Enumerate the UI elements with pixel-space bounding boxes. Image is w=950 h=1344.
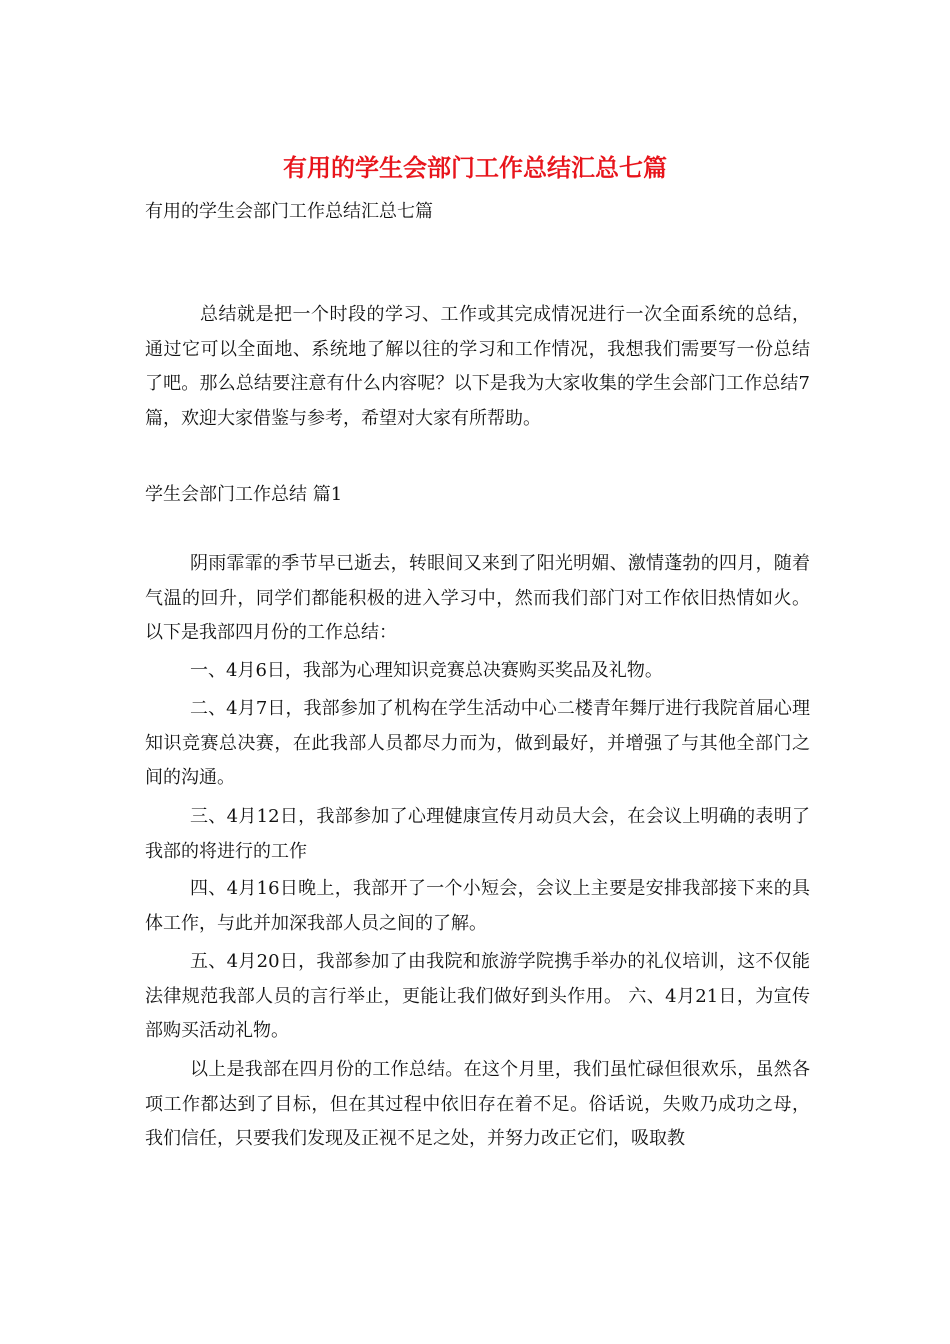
document-subtitle: 有用的学生会部门工作总结汇总七篇 — [145, 201, 433, 222]
body-paragraph-1: 阴雨霏霏的季节早已逝去，转眼间又来到了阳光明媚、激情蓬勃的四月，随着气温的回升，同学们都能积极的进入学习中，然而我们部门对工作依旧热情如火。以下是我部四月份的工作总结： — [145, 553, 810, 643]
intro-paragraph: 总结就是把一个时段的学习、工作或其完成情况进行一次全面系统的总结，通过它可以全面地、系统地了解以往的学习和工作情况，我想我们需要写一份总结了吧。那么总结要注意有什么内容呢？以下是我为大家收集的学生会部门工作总结7篇，欢迎大家借鉴与参考，希望对大家有所帮助。 — [145, 304, 810, 429]
body-paragraph-3: 二、4月7日，我部参加了机构在学生活动中心二楼青年舞厅进行我院首届心理知识竞赛总决赛，在此我部人员都尽力而为，做到最好，并增强了与其他全部门之间的沟通。 — [145, 698, 810, 788]
body-paragraph-4: 三、4月12日，我部参加了心理健康宣传月动员大会，在会议上明确的表明了我部的将进行的工作 — [145, 806, 810, 862]
body-paragraph-2: 一、4月6日，我部为心理知识竞赛总决赛购买奖品及礼物。 — [190, 660, 663, 681]
body-paragraph-5: 四、4月16日晚上，我部开了一个小短会，会议上主要是安排我部接下来的具体工作，与此并加深我部人员之间的了解。 — [145, 878, 810, 934]
body-paragraph-6: 五、4月20日，我部参加了由我院和旅游学院携手举办的礼仪培训，这不仅能法律规范我部人员的言行举止，更能让我们做好到头作用。 六、4月21日，为宣传部购买活动礼物。 — [145, 951, 810, 1041]
section-title: 学生会部门工作总结 篇1 — [145, 484, 343, 505]
body-paragraph-7: 以上是我部在四月份的工作总结。在这个月里，我们虽忙碌但很欢乐，虽然各项工作都达到了目标，但在其过程中依旧存在着不足。俗话说，失败乃成功之母，我们信任，只要我们发现及正视不足之处，并努力改正它们，吸取教 — [145, 1059, 810, 1149]
document-title: 有用的学生会部门工作总结汇总七篇 — [283, 153, 667, 182]
